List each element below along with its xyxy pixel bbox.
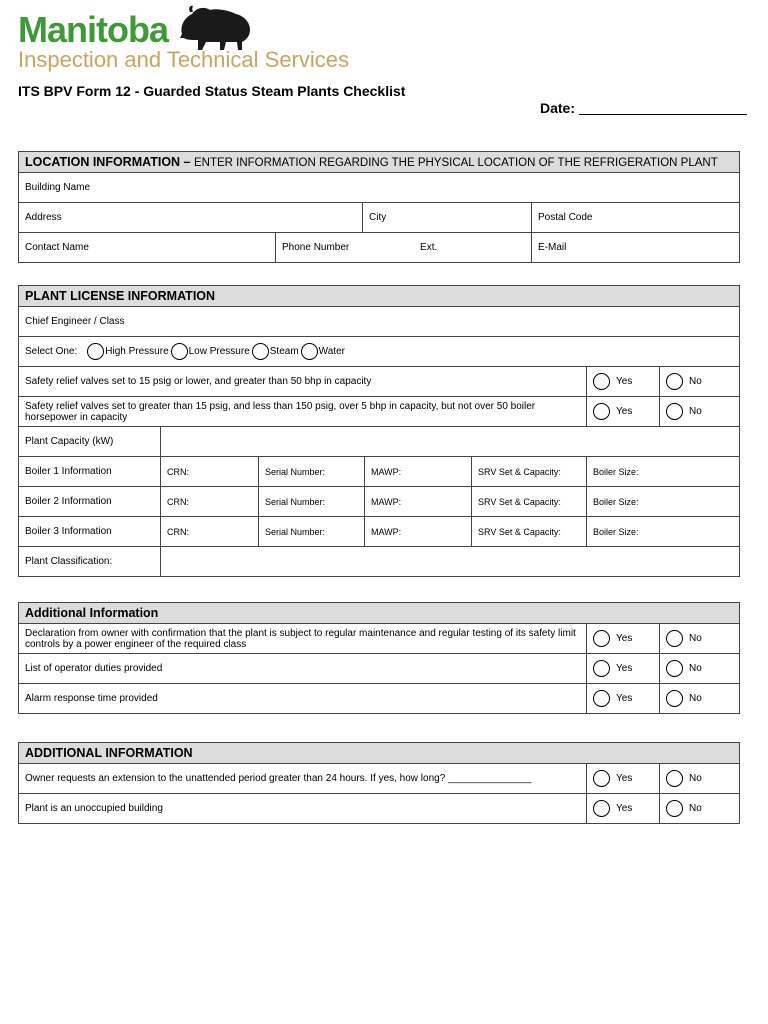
radio-circle-icon[interactable] xyxy=(593,690,610,707)
boiler-1-mawp[interactable]: MAWP: xyxy=(365,457,472,487)
option-high-pressure[interactable]: High Pressure xyxy=(87,343,168,360)
radio-circle-icon[interactable] xyxy=(666,800,683,817)
safety-relief-high-text: Safety relief valves set to greater than 15 psig, and less than 150 psig, over 5 bhp in capacity, but not over 50 boiler horsepower in capacity xyxy=(19,397,587,427)
date-field[interactable] xyxy=(579,114,747,115)
address-field[interactable] xyxy=(19,203,363,233)
brand-name: Manitoba xyxy=(18,9,168,50)
email-label: E-Mail xyxy=(538,242,567,253)
operator-duties-text: List of operator duties provided xyxy=(19,654,587,684)
postal-code-label: Postal Code xyxy=(538,212,593,223)
select-one-label: Select One: xyxy=(25,346,78,357)
manitoba-logo xyxy=(18,8,363,74)
brand-subtitle: Inspection and Technical Services xyxy=(18,47,350,72)
radio-circle-icon[interactable] xyxy=(252,343,269,360)
select-one-row xyxy=(19,337,740,367)
boiler-1-label: Boiler 1 Information xyxy=(19,457,161,487)
postal-code-field[interactable] xyxy=(532,203,740,233)
radio-circle-icon[interactable] xyxy=(593,660,610,677)
boiler-3-mawp[interactable]: MAWP: xyxy=(365,517,472,547)
option-steam[interactable]: Steam xyxy=(252,343,299,360)
option-water[interactable]: Water xyxy=(301,343,345,360)
radio-circle-icon[interactable] xyxy=(593,403,610,420)
plant-license-header: PLANT LICENSE INFORMATION xyxy=(19,286,740,307)
additional-info-section-2 xyxy=(18,742,740,824)
radio-circle-icon[interactable] xyxy=(666,690,683,707)
boiler-2-size[interactable]: Boiler Size: xyxy=(587,487,740,517)
phone-number-label: Phone Number xyxy=(282,242,350,253)
building-name-label: Building Name xyxy=(25,182,91,193)
phone-number-field[interactable] xyxy=(276,233,532,263)
additional-info-section xyxy=(18,602,740,714)
chief-engineer-label: Chief Engineer / Class xyxy=(25,316,125,327)
boiler-2-mawp[interactable]: MAWP: xyxy=(365,487,472,517)
safety-relief-low-no[interactable]: No xyxy=(660,367,740,397)
radio-circle-icon[interactable] xyxy=(593,630,610,647)
location-header: LOCATION INFORMATION – ENTER INFORMATION REGARDING THE PHYSICAL LOCATION OF THE REFRIGERATION PLANT xyxy=(19,152,740,173)
form-title: ITS BPV Form 12 - Guarded Status Steam Plants Checklist xyxy=(18,83,406,99)
boiler-3-size[interactable]: Boiler Size: xyxy=(587,517,740,547)
extension-request-no[interactable]: No xyxy=(660,764,740,794)
email-field[interactable] xyxy=(532,233,740,263)
radio-circle-icon[interactable] xyxy=(666,373,683,390)
boiler-2-label: Boiler 2 Information xyxy=(19,487,161,517)
radio-circle-icon[interactable] xyxy=(593,373,610,390)
boiler-row xyxy=(19,487,740,517)
extension-request-text: Owner requests an extension to the unattended period greater than 24 hours. If yes, how long? _______________ xyxy=(19,764,587,794)
address-label: Address xyxy=(25,212,62,223)
boiler-3-crn[interactable]: CRN: xyxy=(161,517,259,547)
operator-duties-yes[interactable]: Yes xyxy=(587,654,660,684)
unoccupied-building-text: Plant is an unoccupied building xyxy=(19,794,587,824)
additional-info-header-2: ADDITIONAL INFORMATION xyxy=(19,743,740,764)
extension-request-yes[interactable]: Yes xyxy=(587,764,660,794)
plant-classification-label: Plant Classification: xyxy=(19,547,161,577)
bison-icon xyxy=(176,4,254,52)
boiler-2-serial[interactable]: Serial Number: xyxy=(259,487,365,517)
radio-circle-icon[interactable] xyxy=(593,800,610,817)
boiler-3-label: Boiler 3 Information xyxy=(19,517,161,547)
operator-duties-no[interactable]: No xyxy=(660,654,740,684)
boiler-row xyxy=(19,457,740,487)
alarm-response-yes[interactable]: Yes xyxy=(587,684,660,714)
contact-name-label: Contact Name xyxy=(25,242,89,253)
plant-capacity-field[interactable] xyxy=(161,427,740,457)
city-field[interactable] xyxy=(363,203,532,233)
boiler-1-size[interactable]: Boiler Size: xyxy=(587,457,740,487)
date-label: Date: xyxy=(540,100,576,116)
boiler-3-srv[interactable]: SRV Set & Capacity: xyxy=(472,517,587,547)
radio-circle-icon[interactable] xyxy=(301,343,318,360)
safety-relief-high-yes[interactable]: Yes xyxy=(587,397,660,427)
radio-circle-icon[interactable] xyxy=(666,770,683,787)
alarm-response-text: Alarm response time provided xyxy=(19,684,587,714)
plant-classification-field[interactable] xyxy=(161,547,740,577)
boiler-1-srv[interactable]: SRV Set & Capacity: xyxy=(472,457,587,487)
location-section xyxy=(18,151,740,263)
radio-circle-icon[interactable] xyxy=(87,343,104,360)
radio-circle-icon[interactable] xyxy=(666,660,683,677)
owner-declaration-text: Declaration from owner with confirmation that the plant is subject to regular maintenance and regular testing of its safety limit controls by a power engineer of the required class xyxy=(19,624,587,654)
boiler-2-srv[interactable]: SRV Set & Capacity: xyxy=(472,487,587,517)
radio-circle-icon[interactable] xyxy=(666,403,683,420)
radio-circle-icon[interactable] xyxy=(171,343,188,360)
safety-relief-low-yes[interactable]: Yes xyxy=(587,367,660,397)
chief-engineer-field[interactable] xyxy=(19,307,740,337)
boiler-row xyxy=(19,517,740,547)
safety-relief-low-text: Safety relief valves set to 15 psig or lower, and greater than 50 bhp in capacity xyxy=(19,367,587,397)
plant-license-section xyxy=(18,285,740,577)
owner-declaration-yes[interactable]: Yes xyxy=(587,624,660,654)
unoccupied-building-no[interactable]: No xyxy=(660,794,740,824)
building-name-field[interactable] xyxy=(19,173,740,203)
boiler-1-crn[interactable]: CRN: xyxy=(161,457,259,487)
boiler-3-serial[interactable]: Serial Number: xyxy=(259,517,365,547)
radio-circle-icon[interactable] xyxy=(593,770,610,787)
radio-circle-icon[interactable] xyxy=(666,630,683,647)
unoccupied-building-yes[interactable]: Yes xyxy=(587,794,660,824)
option-low-pressure[interactable]: Low Pressure xyxy=(171,343,250,360)
city-label: City xyxy=(369,212,387,223)
additional-info-header: Additional Information xyxy=(19,603,740,624)
boiler-1-serial[interactable]: Serial Number: xyxy=(259,457,365,487)
plant-capacity-label: Plant Capacity (kW) xyxy=(19,427,161,457)
alarm-response-no[interactable]: No xyxy=(660,684,740,714)
owner-declaration-no[interactable]: No xyxy=(660,624,740,654)
ext-label: Ext. xyxy=(420,242,438,253)
contact-name-field[interactable] xyxy=(19,233,276,263)
boiler-2-crn[interactable]: CRN: xyxy=(161,487,259,517)
safety-relief-high-no[interactable]: No xyxy=(660,397,740,427)
